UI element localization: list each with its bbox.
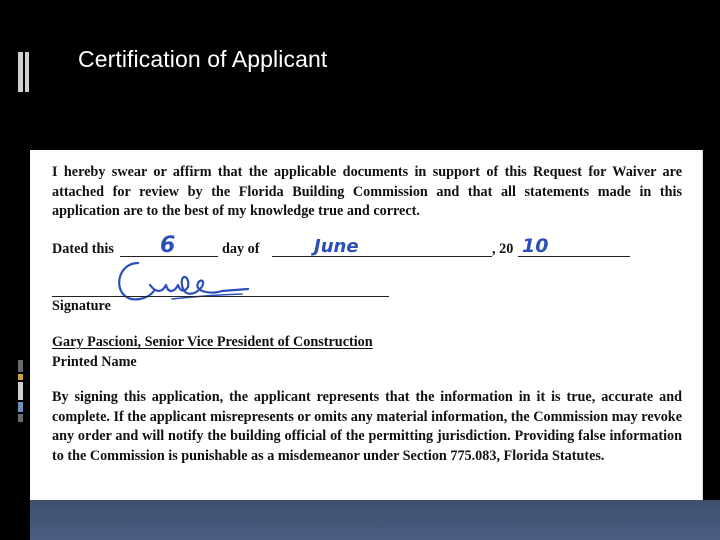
deco-bar <box>18 360 23 372</box>
deco-bar <box>25 52 29 92</box>
year-prefix: , 20 <box>492 241 514 257</box>
handwritten-month: June <box>314 236 359 257</box>
deco-bar <box>18 414 23 422</box>
handwritten-day: 6 <box>160 233 176 258</box>
handwritten-signature <box>110 255 250 307</box>
dated-label: Dated this <box>52 241 114 257</box>
certification-paragraph: I hereby swear or affirm that the applicable documents in support of this Request for Waiver are attached for review by the Florida Building Commission and that all statements made in this application are to the best of my knowledge true and correct. <box>52 164 682 219</box>
slide-title: Certification of Applicant <box>78 46 328 72</box>
handwritten-year: 10 <box>522 235 549 257</box>
printed-name-value: Gary Pascioni, Senior Vice President of Construction <box>52 334 373 350</box>
day-of-label: day of <box>222 241 260 257</box>
deco-bar <box>18 382 23 400</box>
signing-paragraph: By signing this application, the applicant represents that the information in it is true, accurate and complete. If the applicant misrepresents or omits any material information, the Commission may revoke any order and will notify the building official of the permitting jurisdiction. Providing false information to the Commission is punishable as a misdemeanor under Section 775.083, Florida Statutes. <box>52 389 682 464</box>
deco-bar <box>18 52 23 92</box>
left-decoration <box>0 0 30 540</box>
scanned-document <box>30 150 703 503</box>
deco-bar <box>18 402 23 412</box>
bottom-band <box>30 500 720 540</box>
month-underline <box>272 256 492 257</box>
signature-line <box>52 296 389 297</box>
printed-name-label: Printed Name <box>52 354 137 370</box>
signature-label: Signature <box>52 298 111 314</box>
deco-bar <box>18 374 23 380</box>
